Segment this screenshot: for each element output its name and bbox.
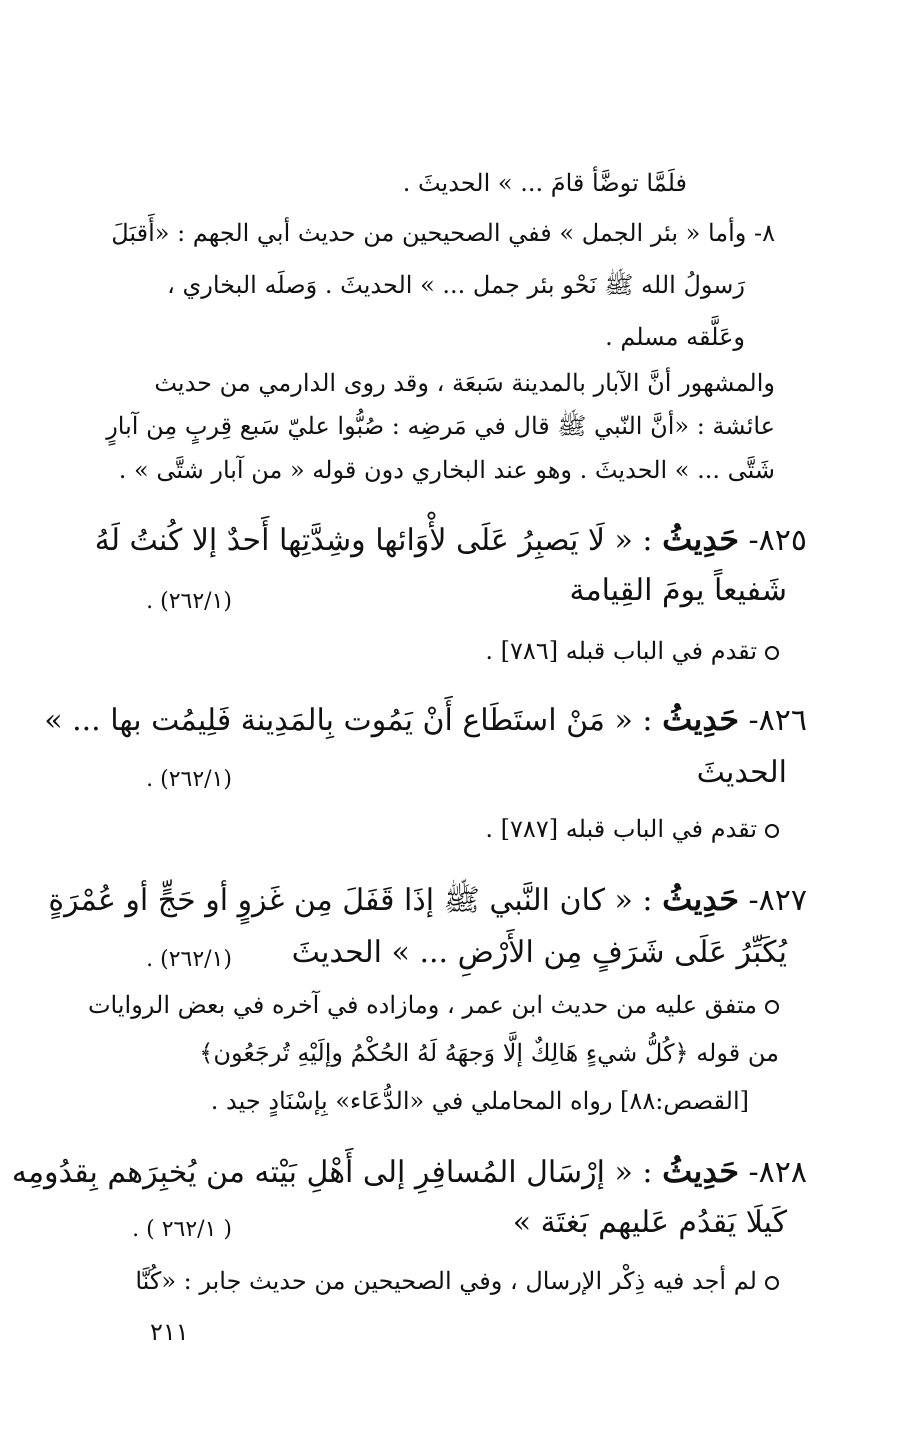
text-line: وعَلَّقه مسلم . — [605, 323, 745, 351]
hadith-number: ٨٢٧- — [748, 883, 807, 918]
volume-page-reference: (٢٦٢/١) . — [146, 589, 232, 614]
hadith-heading — [44, 696, 807, 742]
volume-page-reference: (٢٦٢/١) . — [146, 767, 232, 792]
volume-page-reference: ( ٢٦٢/١ ) . — [132, 1217, 232, 1242]
hadith-note-continued: من قوله ﴿كُلُّ شيءٍ هَالِكٌ إلَّا وَجهَهُ لَهُ الحُكْمُ وإلَيْهِ تُرجَعُون﴾ — [199, 1039, 779, 1067]
note-text: تقدم في الباب قبله [٧٨٦] . — [485, 637, 757, 665]
hadith-text-continued: كَيلَا يَقدُم عَليهم بَغتَة » — [512, 1205, 787, 1240]
volume-page-reference: (٢٦٢/١) . — [146, 947, 232, 972]
text-line: والمشهور أنَّ الآبار بالمدينة سَبعَة ، وقد روى الدارمي من حديث — [154, 369, 775, 397]
note-text: متفق عليه من حديث ابن عمر ، ومازاده في آخره في بعض الروايات — [87, 991, 757, 1019]
hadith-text-continued: شَفيعاً يومَ القِيامة — [569, 573, 787, 608]
hadith-keyword: حَدِيثُ — [662, 1152, 739, 1190]
hadith-text: : « لَا يَصبِرُ عَلَى لأْوَائها وشِدَّتِها أَحدٌ إلا كُنتُ لَهُ — [94, 523, 653, 558]
circle-bullet-icon — [765, 1000, 779, 1014]
hadith-note — [135, 1258, 779, 1304]
hadith-number: ٨٢٨- — [748, 1155, 807, 1190]
hadith-number: ٨٢٦- — [748, 703, 807, 738]
hadith-note-continued: [القصص:٨٨] رواه المحاملي في «الدُّعَاء» بِإسْنَادٍ جيد . — [210, 1087, 749, 1115]
circle-bullet-icon — [765, 824, 779, 838]
circle-bullet-icon — [765, 646, 779, 660]
hadith-note — [139, 806, 779, 852]
circle-bullet-icon — [765, 1276, 779, 1290]
page-number: ٢١١ — [150, 1318, 189, 1346]
hadith-keyword: حَدِيثُ — [662, 520, 739, 558]
hadith-text: : « مَنْ استَطَاع أَنْ يَمُوت بِالمَدِينة فَلِيمُت بها ... » — [44, 703, 653, 738]
hadith-text: : « كان النَّبي ﷺ إذَا قَفَلَ مِن غَزوٍ أو حَجٍّ أو عُمْرَةٍ — [48, 883, 653, 918]
text-line: رَسولُ الله ﷺ نَحْو بئر جمل ... » الحديثَ . وَصلَه البخاري ، — [167, 271, 745, 299]
hadith-text-continued: يُكَبِّرُ عَلَى شَرَفٍ مِن الأَرْضِ ... » الحديثَ — [291, 935, 787, 970]
hadith-heading — [11, 1148, 807, 1194]
hadith-note — [87, 982, 779, 1028]
text-line: فلَمَّا توضَّأ قامَ ... » الحديثَ . — [402, 169, 687, 197]
note-text: لم أجد فيه ذِكْر الإرسال ، وفي الصحيحين من حديث جابر : «كُنَّا — [135, 1267, 757, 1295]
hadith-keyword: حَدِيثُ — [662, 880, 739, 918]
hadith-keyword: حَدِيثُ — [662, 700, 739, 738]
hadith-note — [139, 628, 779, 674]
hadith-text-continued: الحديثَ — [696, 755, 787, 790]
text-line: ٨- وأما « بئر الجمل » ففي الصحيحين من حديث أبي الجهم : «أَقبَلَ — [111, 219, 775, 247]
hadith-text: : « إرْسَال المُسافِرِ إلى أَهْلِ بَيْته من يُخبِرَهم بِقدُومِه — [11, 1155, 653, 1190]
hadith-heading — [94, 516, 807, 562]
text-line: شَتَّى ... » الحديثَ . وهو عند البخاري دون قوله « من آبار شتَّى » . — [118, 456, 775, 484]
hadith-heading — [48, 876, 807, 922]
hadith-number: ٨٢٥- — [748, 523, 807, 558]
note-text: تقدم في الباب قبله [٧٨٧] . — [485, 815, 757, 843]
text-line: عائشة : «أنَّ النّبي ﷺ قال في مَرضِه : صُبُّوا عليّ سَبع قِربٍ مِن آبارٍ — [106, 412, 775, 440]
